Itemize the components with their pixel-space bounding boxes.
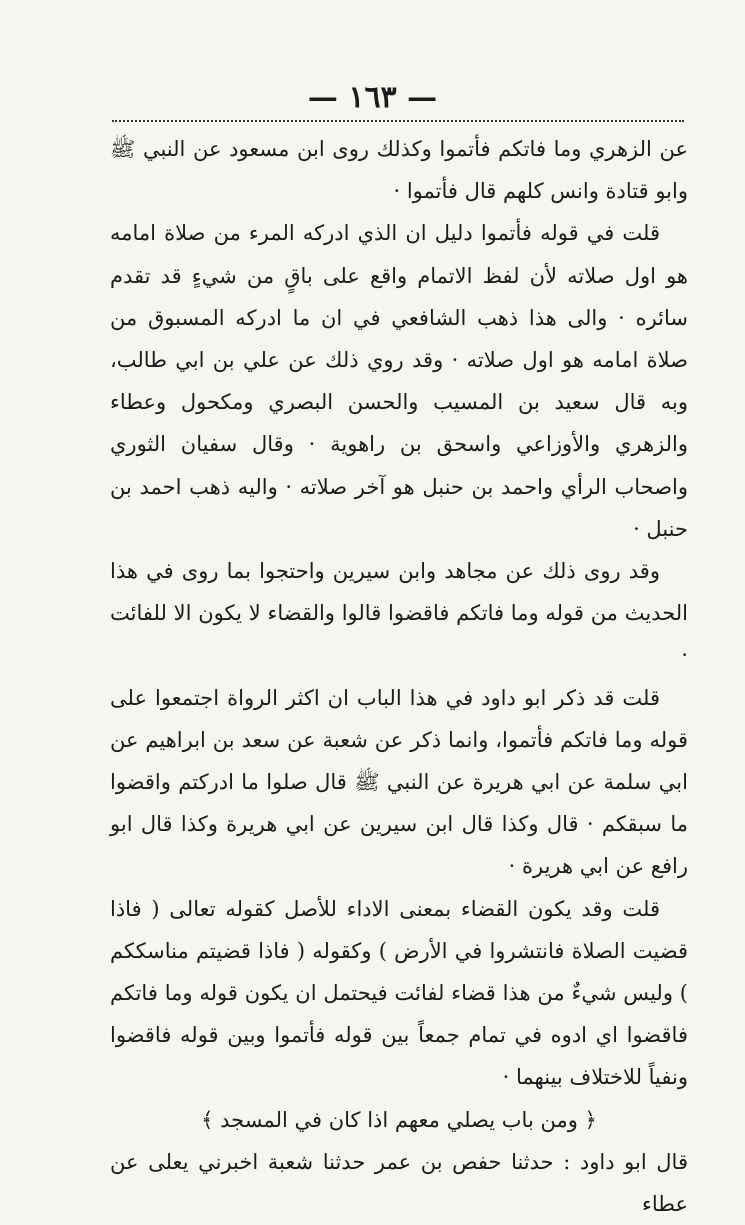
paragraph-4: قلت قد ذكر ابو داود في هذا الباب ان اكثر الرواة اجتمعوا على قوله وما فاتكم فأتموا، وانما ذكر عن شعبة عن سعد بن ابراهيم عن ابي سلمة عن ابي هريرة عن النبي ﷺ قال صلوا ما ادركتم واقضوا ما سبقكم · قال وكذا قال ابن سيرين عن ابي هريرة وكذا قال ابو رافع عن ابي هريرة · (110, 685, 688, 879)
page-number: — ١٦٣ — (307, 80, 438, 115)
last-line: قال ابو داود : حدثنا حفص بن عمر حدثنا شعبة اخبرني يعلى عن عطاء (110, 1149, 688, 1217)
paragraph-3: وقد روى ذلك عن مجاهد وابن سيرين واحتجوا بما روى في هذا الحديث من قوله وما فاتكم فاقضوا قالوا والقضاء لا يكون الا للفائت · (110, 559, 688, 668)
paragraph-2: قلت في قوله فأتموا دليل ان الذي ادركه المرء من صلاة امامه هو اول صلاته لأن لفظ الاتمام واقع على باقٍ من شيءٍ قد تقدم سائره · والى هذا ذهب الشافعي في ان ما ادركه المسبوق من صلاة امامه هو اول صلاته · وقد روي ذلك عن علي بن ابي طالب، وبه قال سعيد بن المسيب والحسن البصري ومكحول وعطاء والزهري والأوزاعي واسحق بن راهوية · وقال سفيان الثوري واصحاب الرأي واحمد بن حنبل هو آخر صلاته · واليه ذهب احمد بن حنبل · (110, 221, 688, 541)
header-dotted-rule (112, 120, 684, 122)
section-heading: ﴿ ومن باب يصلي معهم اذا كان في المسجد ﴾ (201, 1107, 597, 1132)
page-body (110, 128, 688, 1225)
paragraph-5: قلت وقد يكون القضاء بمعنى الاداء للأصل كقوله تعالى ( فاذا قضيت الصلاة فانتشروا في الأرض ) وكقوله ( فاذا قضيتم مناسككم ) وليس شيءٌ من هذا قضاء لفائت فيحتمل ان يكون قوله وما فاتكم فاقضوا اي ادوه في تمام جمعاً بين قوله فأتموا وبين قوله فاقضوا ونفياً للاختلاف بينهما · (110, 896, 688, 1090)
paragraph-1: عن الزهري وما فاتكم فأتموا وكذلك روى ابن مسعود عن النبي ﷺ وابو قتادة وانس كلهم قال فأتموا · (110, 137, 688, 204)
